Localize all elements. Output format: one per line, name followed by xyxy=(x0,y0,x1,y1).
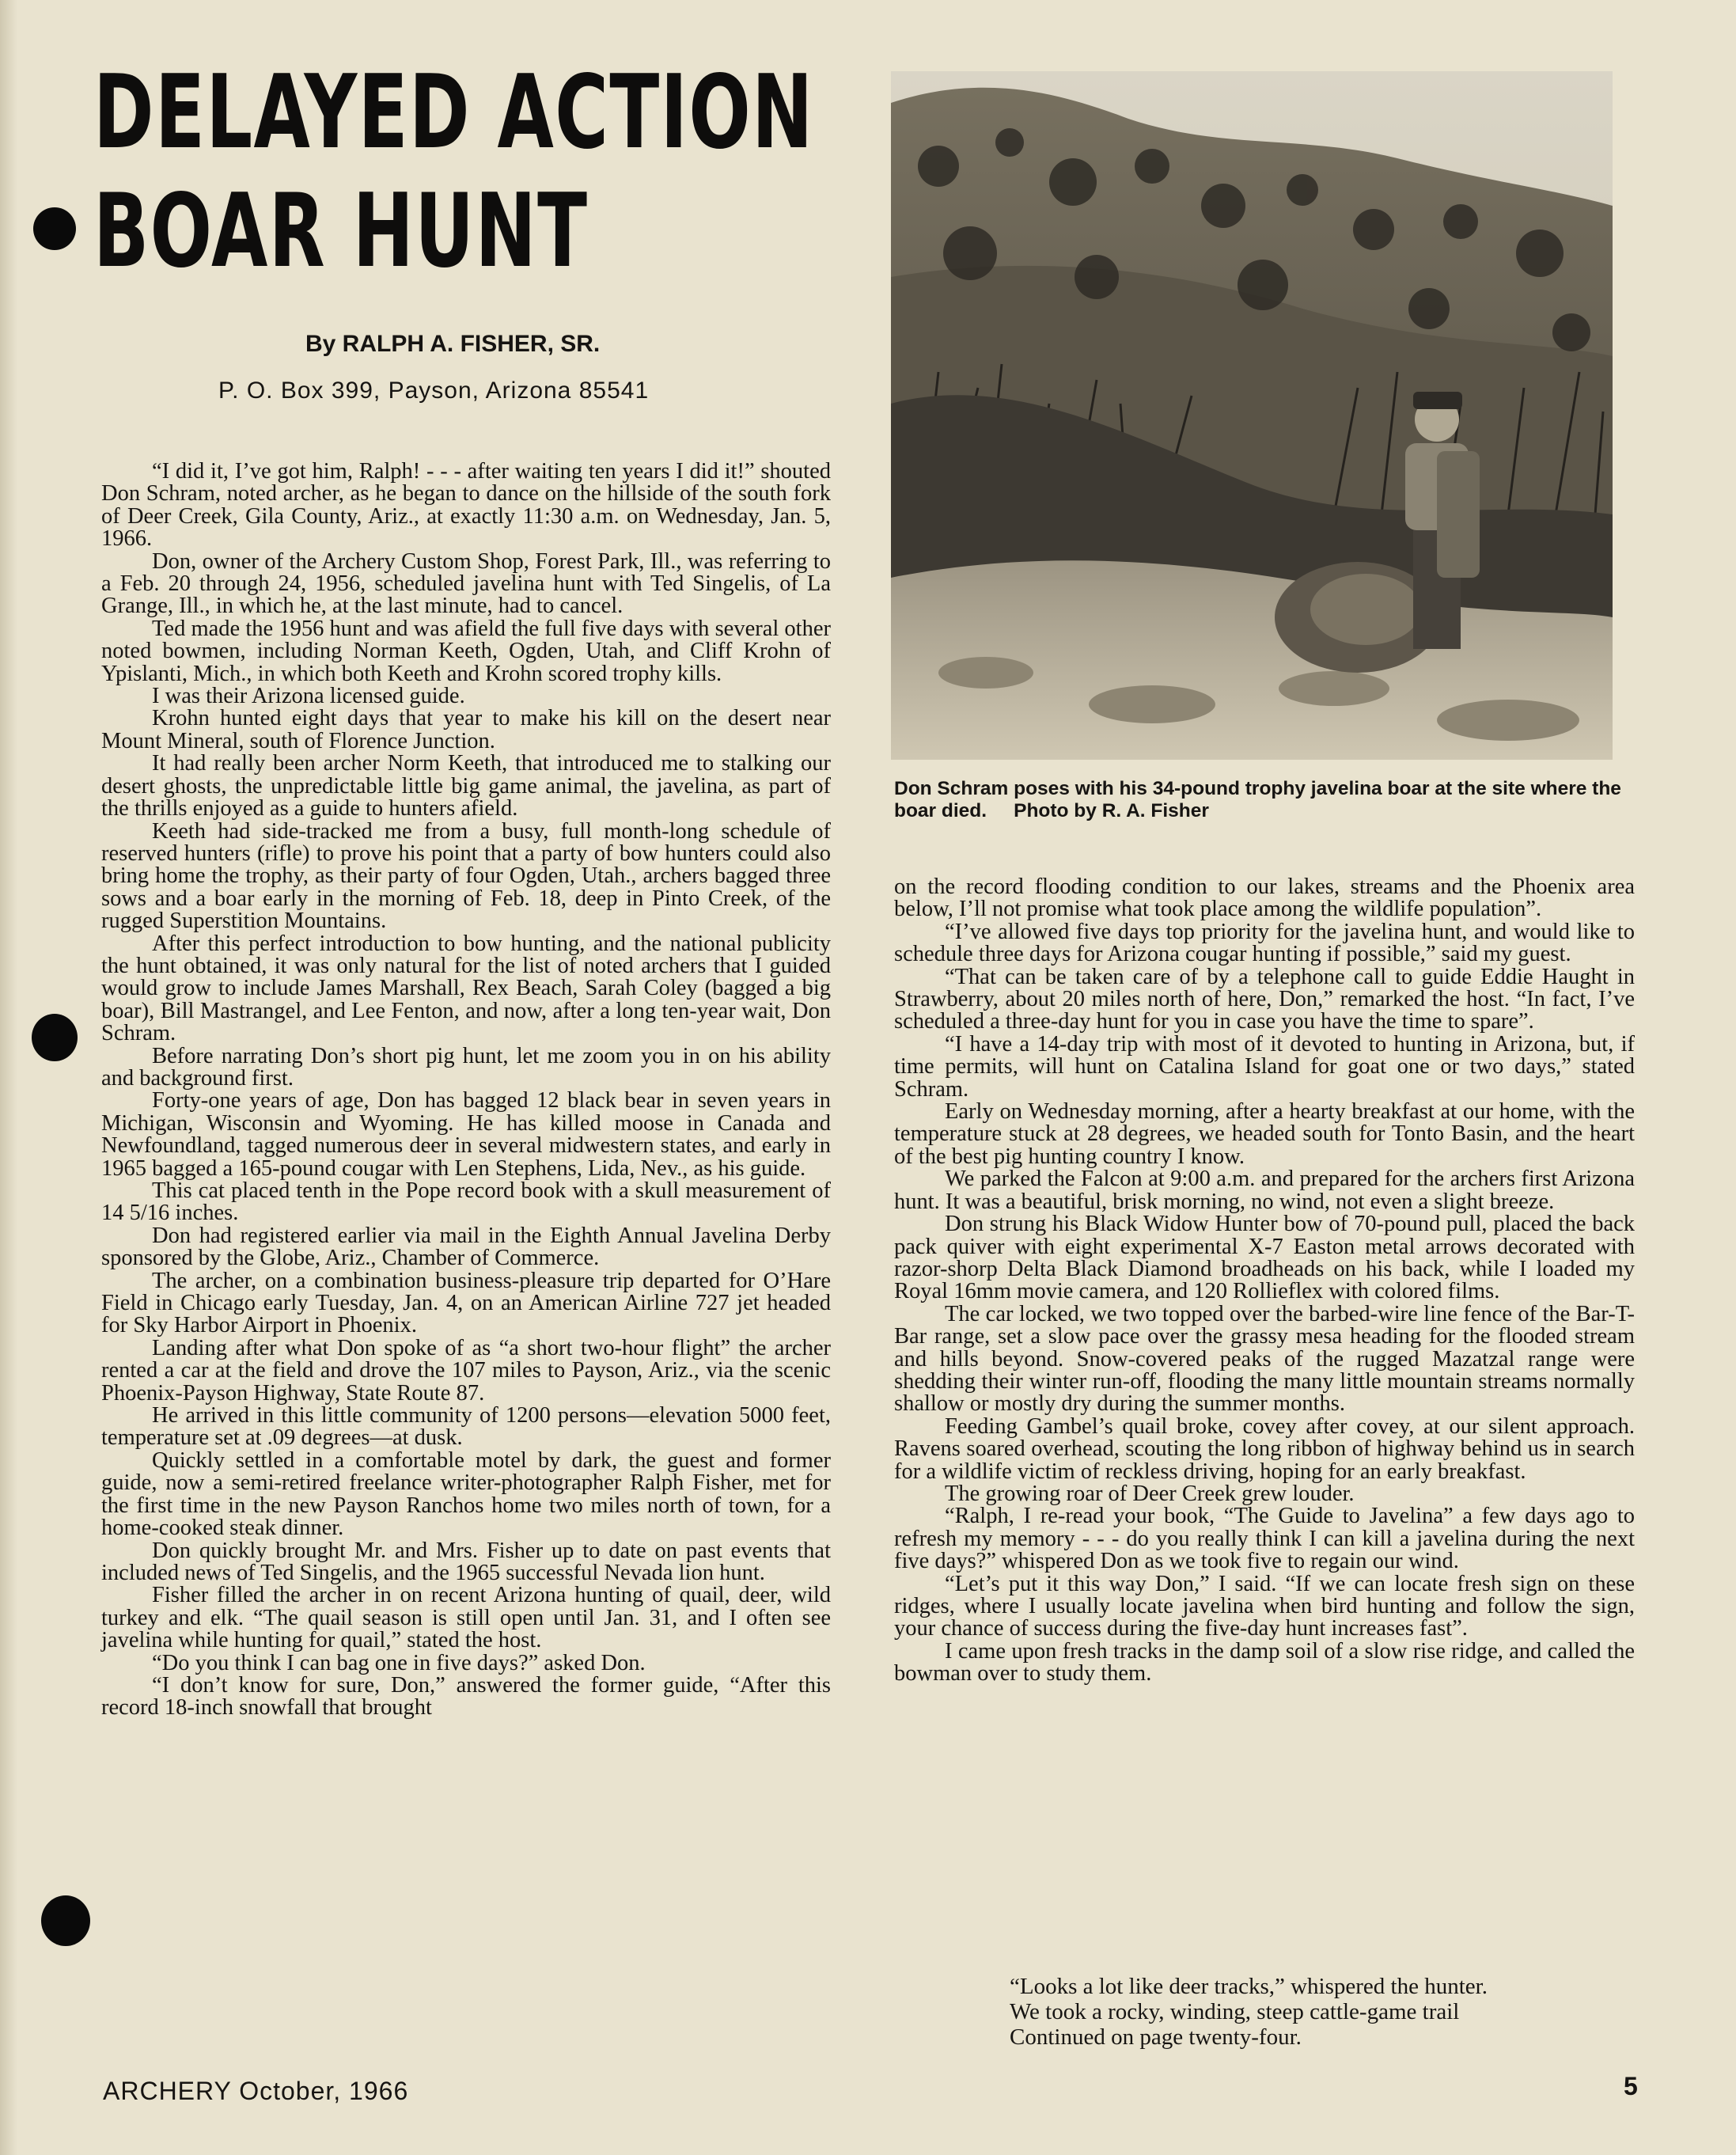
paragraph: “That can be taken care of by a telephone call to guide Eddie Haught in Strawberry, about 20 miles north of here, Don,” remarked the host. “In fact, I’ve scheduled a three-day hunt for you in case you have the time to spare”. xyxy=(894,964,1635,1034)
paragraph: on the record flooding condition to our lakes, streams and the Phoenix area below, I’ll not promise what took place among the wildlife population”. xyxy=(894,875,1635,922)
paragraph: I was their Arizona licensed guide. xyxy=(152,684,465,709)
paragraph: Don strung his Black Widow Hunter bow of 70-pound pull, placed the back pack quiver with eight experimental X-7 Easton metal arrows decorated with razor-shorp Delta Black Diamond broadheads on his back, while I loaded my Royal 16mm movie camera, and 120 Rollieflex with colored films. xyxy=(894,1212,1635,1304)
right-column-closing xyxy=(959,1974,1639,2050)
photo-caption: Don Schram poses with his 34-pound trophy javelina boar at the site where the boar died. Photo by R. A. Fisher xyxy=(894,778,1627,821)
closing-line: “Looks a lot like deer tracks,” whispered the hunter. xyxy=(1010,1974,1488,1999)
paragraph: Don, owner of the Archery Custom Shop, Forest Park, Ill., was referring to a Feb. 20 through 24, 1956, scheduled javelina hunt with Ted Singelis, of La Grange, Ill., in which he, at the last minute, had to cancel. xyxy=(101,548,831,619)
author-address: P. O. Box 399, Payson, Arizona 85541 xyxy=(218,378,650,404)
paragraph: “Ralph, I re-read your book, “The Guide to Javelina” a few days ago to refresh my memory - - - do you really think I can kill a javelina during the next five days?” whispered Don as we took five to regain our wind. xyxy=(894,1504,1635,1574)
punch-hole-top xyxy=(33,207,76,250)
left-text-column xyxy=(101,461,831,1720)
paragraph: “I have a 14-day trip with most of it devoted to hunting in Arizona, but, if time permits, will hunt on Catalina Island for goat one or two days,” stated Schram. xyxy=(894,1031,1635,1102)
paragraph: Quickly settled in a comfortable motel by dark, the guest and former guide, now a semi-retired freelance writer-photographer Ralph Fisher, met for the first time in the new Payson Ranchos home two miles north of town, for a home-cooked steak dinner. xyxy=(101,1447,831,1541)
paragraph: Landing after what Don spoke of as “a short two-hour flight” the archer rented a car at the field and drove the 107 miles to Payson, Ariz., via the scenic Phoenix-Payson Highway, State Route 87. xyxy=(101,1335,831,1406)
paragraph: The car locked, we two topped over the barbed-wire line fence of the Bar-T-Bar range, set a slow pace over the grassy mesa heading for the flooded stream and hills beyond. Snow-covered peaks of the rugged Mazatzal range were shedding their winter run-off, flooding the many little mountain streams normally shallow or mostly dry during the summer months. xyxy=(894,1301,1635,1417)
paragraph: He arrived in this little community of 1200 persons—elevation 5000 feet, temperature set at .09 degrees—at dusk. xyxy=(101,1403,831,1451)
headline-line-1: DELAYED ACTION xyxy=(93,54,814,172)
paragraph: “Do you think I can bag one in five days?” asked Don. xyxy=(152,1650,646,1675)
paragraph: This cat placed tenth in the Pope record book with a skull measurement of 14 5/16 inches. xyxy=(101,1178,831,1226)
paragraph: Feeding Gambel’s quail broke, covey after covey, at our silent approach. Ravens soared overhead, scouting the long ribbon of highway behind us in search for a wildlife victim of reckless driving, hoping for an early breakfast. xyxy=(894,1413,1635,1484)
page-number: 5 xyxy=(1624,2072,1638,2100)
headline-line-2: BOAR HUNT xyxy=(93,173,589,290)
paragraph: Krohn hunted eight days that year to make his kill on the desert near Mount Mineral, south of Florence Junction. xyxy=(101,706,831,753)
paragraph: The growing roar of Deer Creek grew louder. xyxy=(945,1481,1355,1506)
punch-hole-middle xyxy=(32,1014,78,1061)
paragraph: We parked the Falcon at 9:00 a.m. and prepared for the archers first Arizona hunt. It was a beautiful, brisk morning, no wind, not even a slight breeze. xyxy=(894,1167,1635,1214)
photo-illustration xyxy=(891,71,1613,760)
paragraph: Forty-one years of age, Don has bagged 12 black bear in seven years in Michigan, Wisconsin and Wyoming. He has killed moose in Canada and Newfoundland, tagged numerous deer in several midwestern states, and early in 1965 bagged a 165-pound cougar with Len Stephens, Lida, Nev., as his guide. xyxy=(101,1088,831,1181)
paragraph: Fisher filled the archer in on recent Arizona hunting of quail, deer, wild turkey and elk. “The quail season is still open until Jan. 31, and I often see javelina while hunting for quail,” stated the host. xyxy=(101,1583,831,1653)
paragraph: “I did it, I’ve got him, Ralph! - - - after waiting ten years I did it!” shouted Don Schram, noted archer, as he began to dance on the hillside of the south fork of Deer Creek, Gila County, Ariz., at exactly 11:30 a.m. on Wednesday, Jan. 5, 1966. xyxy=(101,459,831,552)
paragraph: Early on Wednesday morning, after a hearty breakfast at our home, with the temperature stuck at 28 degrees, we headed south for Tonto Basin, and the heart of the best pig hunting country I know. xyxy=(894,1099,1635,1169)
page-edge xyxy=(0,0,17,2155)
hunter-with-javelina-photo xyxy=(891,71,1613,760)
paragraph: Before narrating Don’s short pig hunt, let me zoom you in on his ability and background first. xyxy=(101,1043,831,1091)
paragraph: Don had registered earlier via mail in the Eighth Annual Javelina Derby sponsored by the Globe, Ariz., Chamber of Commerce. xyxy=(101,1223,831,1271)
paragraph: “I don’t know for sure, Don,” answered the former guide, “After this record 18-inch snowfall that brought xyxy=(101,1672,831,1721)
paragraph: After this perfect introduction to bow hunting, and the national publicity the hunt obtained, it was only natural for the list of noted archers that I guided would grow to include James Marshall, Rex Beach, Sarah Coley (bagged a big boar), Bill Mastrangel, and Lee Fenton, and now, after a long ten-year wait, Don Schram. xyxy=(101,931,831,1046)
article-headline xyxy=(93,54,814,291)
right-text-column xyxy=(894,876,1635,1686)
byline: By RALPH A. FISHER, SR. xyxy=(305,331,601,357)
footer-magazine-date: ARCHERY October, 1966 xyxy=(103,2077,409,2105)
paragraph: “I’ve allowed five days top priority for the javelina hunt, and would like to schedule three days for Arizona cougar hunting if possible,” said my guest. xyxy=(894,919,1635,967)
paragraph: “Let’s put it this way Don,” I said. “If we can locate fresh sign on these ridges, where I usually locate javelina when bird hunting and follow the sign, your chance of success during the five-day hunt increases fast”. xyxy=(894,1571,1635,1641)
paragraph: It had really been archer Norm Keeth, that introduced me to stalking our desert ghosts, the unpredictable little big game animal, the javelina, as part of the thrills enjoyed as a guide to hunters afield. xyxy=(101,751,831,821)
continued-note: Continued on page twenty-four. xyxy=(1010,2024,1302,2050)
paragraph: Ted made the 1956 hunt and was afield the full five days with several other noted bowmen, including Norman Keeth, Ogden, Utah, and Cliff Krohn of Ypislanti, Mich., in which both Keeth and Krohn scored trophy kills. xyxy=(101,616,831,686)
punch-hole-bottom xyxy=(41,1895,90,1946)
paragraph: Don quickly brought Mr. and Mrs. Fisher up to date on past events that included news of Ted Singelis, and the 1965 successful Nevada lion hunt. xyxy=(101,1538,831,1585)
paragraph: The archer, on a combination business-pleasure trip departed for O’Hare Field in Chicago early Tuesday, Jan. 4, on an American Airline 727 jet headed for Sky Harbor Airport in Phoenix. xyxy=(101,1268,831,1338)
paragraph: I came upon fresh tracks in the damp soil of a slow rise ridge, and called the bowman over to study them. xyxy=(894,1638,1635,1686)
closing-line: We took a rocky, winding, steep cattle-game trail xyxy=(1010,1999,1460,2024)
paragraph: Keeth had side-tracked me from a busy, full month-long schedule of reserved hunters (rifle) to prove his point that a party of bow hunters could also bring home the trophy, as their party of four Ogden, Utah., archers bagged three sows and a boar early in the morning of Feb. 18, deep in Pinto Creek, of the rugged Superstition Mountains. xyxy=(101,818,831,934)
